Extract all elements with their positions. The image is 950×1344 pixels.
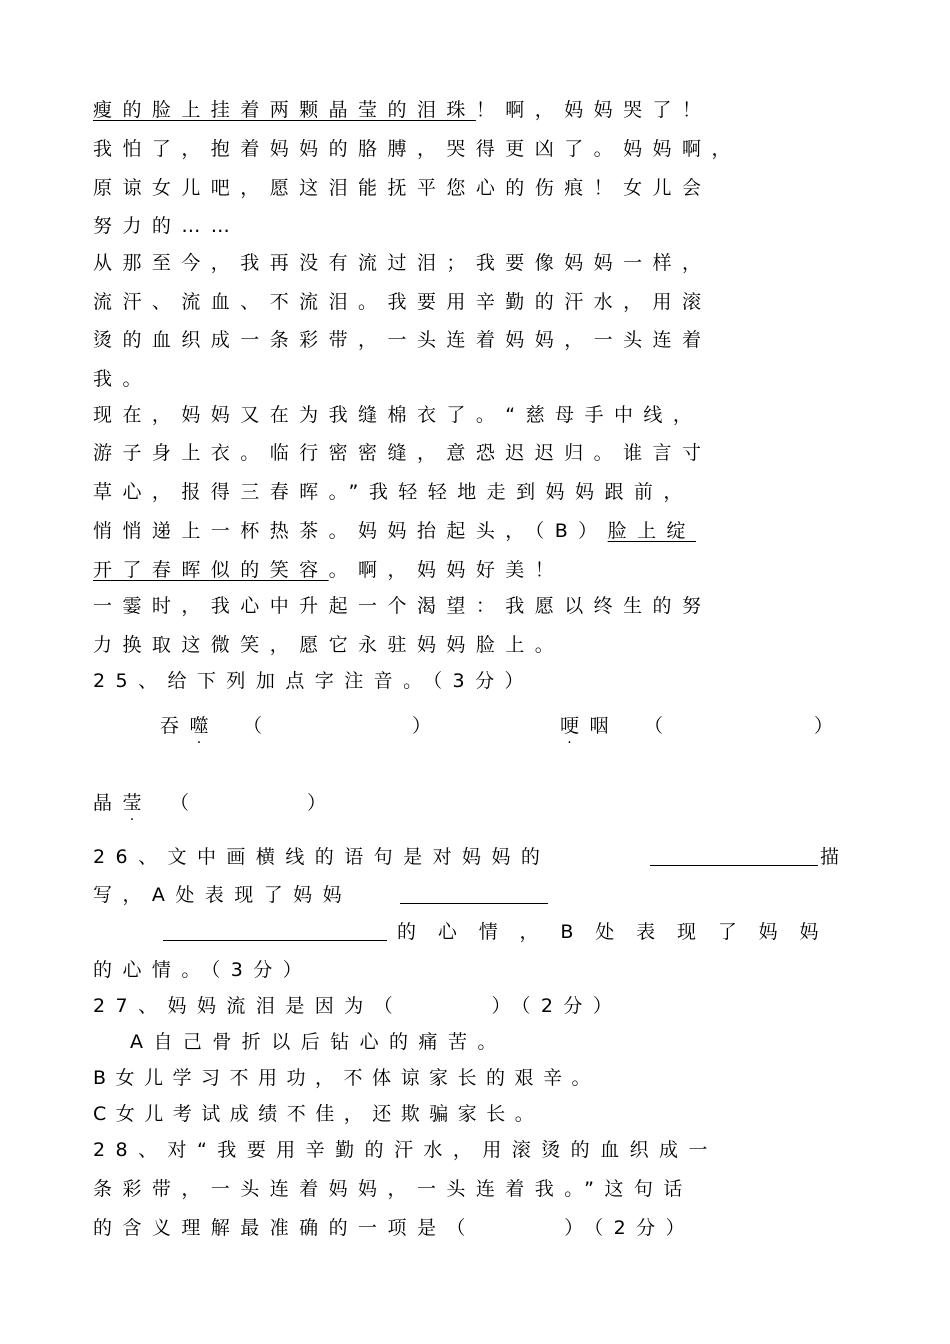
passage-line-5: 从那至今，我再没有流过泪；我要像妈妈一样，: [93, 252, 712, 274]
passage-line-4: 努力的……: [93, 215, 241, 237]
answer-blank[interactable]: [650, 847, 818, 866]
passage-line-12: 悄悄递上一杯热茶。妈妈抬起头，（B）脸上绽: [93, 520, 696, 542]
option-b: B女儿学习不用功，不体谅家长的艰辛。: [93, 1067, 601, 1089]
question-28-line-2: 条彩带，一头连着妈妈，一头连着我。”这句话: [93, 1178, 693, 1200]
passage-line-1: 瘦的脸上挂着两颗晶莹的泪珠！啊，妈妈哭了！: [93, 99, 712, 121]
question-28-line-3: 的含义理解最准确的一项是（ ）（2分）: [93, 1217, 696, 1239]
question-27-title: 27、妈妈流泪是因为（ ）（2分）: [93, 995, 623, 1017]
word-gengyan: 哽咽: [560, 715, 619, 737]
paren-open: （: [644, 715, 674, 737]
passage-line-3: 原谅女儿吧，愿这泪能抚平您心的伤痕！女儿会: [93, 177, 712, 199]
question-26-line-4: 的心情。（3分）: [93, 959, 313, 981]
underlined-sentence-b-start: 脸上绽: [607, 520, 696, 542]
paren-open: （: [243, 715, 273, 737]
paren-open: （: [170, 792, 200, 814]
passage-line-2: 我怕了，抱着妈妈的胳膊，哭得更凶了。妈妈啊，: [93, 138, 741, 160]
question-25-title: 25、给下列加点字注音。（3分）: [93, 670, 534, 692]
dotted-char: 莹: [122, 792, 152, 814]
word-tunshi: 吞噬: [160, 715, 219, 737]
answer-blank[interactable]: [163, 922, 387, 941]
option-a: A自己骨折以后钻心的痛苦。: [130, 1031, 507, 1053]
underlined-sentence-b-end: 开了春晖似的笑容: [93, 559, 329, 581]
dotted-char: 哽: [560, 715, 590, 737]
passage-line-11: 草心，报得三春晖。”我轻轻地走到妈妈跟前，: [93, 481, 693, 503]
passage-line-8: 我。: [93, 368, 152, 390]
option-c: C女儿考试成绩不佳，还欺骗家长。: [93, 1103, 544, 1125]
passage-line-9: 现在，妈妈又在为我缝棉衣了。“慈母手中线，: [93, 404, 703, 426]
word-jingying: 晶莹: [93, 792, 152, 814]
dotted-char: 噬: [189, 715, 219, 737]
question-28-line-1: 28、对“我要用辛勤的汗水，用滚烫的血织成一: [93, 1139, 718, 1161]
passage-line-15: 力换取这微笑，愿它永驻妈妈脸上。: [93, 634, 565, 656]
paren-close: ）: [814, 715, 844, 737]
question-26-line-1: 26、文中画横线的语句是对妈妈的: [93, 846, 551, 868]
underlined-sentence-a: 瘦的脸上挂着两颗晶莹的泪珠: [93, 99, 476, 121]
passage-line-13: 开了春晖似的笑容。啊，妈妈好美！: [93, 559, 565, 581]
passage-line-10: 游子身上衣。临行密密缝，意恐迟迟归。谁言寸: [93, 442, 712, 464]
passage-line-6: 流汗、流血、不流泪。我要用辛勤的汗水，用滚: [93, 291, 712, 313]
paren-close: ）: [412, 715, 442, 737]
passage-line-7: 烫的血织成一条彩带，一头连着妈妈，一头连着: [93, 329, 712, 351]
question-26-line-3: 的心情，B处表现了妈妈: [397, 921, 841, 943]
question-26-line-2: 写，A处表现了妈妈: [93, 884, 353, 906]
passage-line-14: 一霎时，我心中升起一个渴望：我愿以终生的努: [93, 595, 712, 617]
paren-close: ）: [307, 792, 337, 814]
answer-blank[interactable]: [400, 885, 548, 904]
